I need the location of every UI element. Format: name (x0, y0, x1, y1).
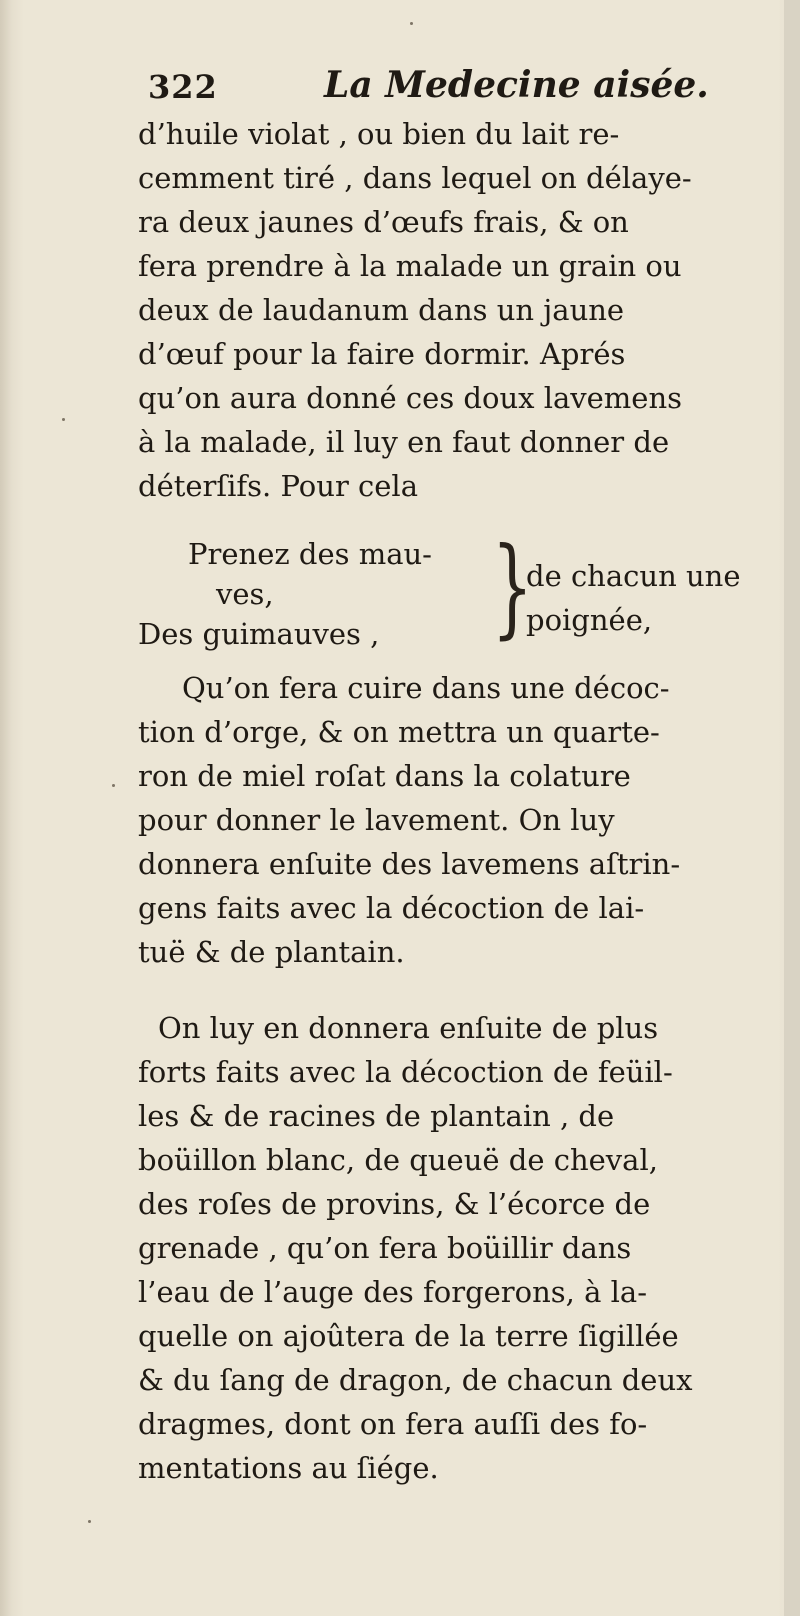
paragraph-three (138, 1006, 778, 1490)
recipe-ingredient-mallow: Prenez des mau- (188, 537, 432, 571)
running-title: La Medecine aisée. (324, 64, 709, 106)
text-line: à la malade, il luy en faut donner de (138, 425, 670, 459)
text-line: fera prendre à la malade un grain ou (138, 249, 682, 283)
paper-speck (112, 784, 115, 787)
dose-line: poignée, (526, 603, 653, 637)
text-line: d’œuf pour la faire dormir. Aprés (138, 337, 626, 371)
curly-brace-icon: } (491, 525, 533, 650)
dose-line: de chacun une (526, 559, 741, 593)
text-line: l’eau de l’auge des forgerons, à la- (138, 1275, 647, 1309)
text-line: tuë & de plantain. (138, 935, 405, 969)
paragraph-one (138, 112, 778, 508)
recipe-ingredient-marshmallow: Des guimauves , (138, 617, 380, 651)
text-line: Qu’on fera cuire dans une décoc- (182, 671, 670, 705)
recipe-block (138, 525, 778, 658)
text-line: & du ſang de dragon, de chacun deux (138, 1363, 693, 1397)
paragraph-two (138, 666, 778, 974)
text-line: cemment tiré , dans lequel on délaye- (138, 161, 692, 195)
text-line: ra deux jaunes d’œufs frais, & on (138, 205, 629, 239)
text-line: deux de laudanum dans un jaune (138, 293, 625, 327)
paper-speck (62, 418, 65, 421)
page-header (148, 62, 709, 114)
text-line: donnera enſuite des lavemens aſtrin- (138, 847, 681, 881)
text-line: quelle on ajoûtera de la terre ſigillée (138, 1319, 679, 1353)
text-line: d’huile violat , ou bien du lait re- (138, 117, 620, 151)
recipe-ingredient-mallow-cont: ves, (216, 577, 274, 611)
text-line: forts faits avec la décoction de feüil- (138, 1055, 673, 1089)
text-line: tion d’orge, & on mettra un quarte- (138, 715, 660, 749)
text-line: gens faits avec la décoction de lai- (138, 891, 645, 925)
text-line: déterſifs. Pour cela (138, 469, 418, 503)
paper-speck (88, 1520, 91, 1523)
text-line: qu’on aura donné ces doux lavemens (138, 381, 683, 415)
text-line: On luy en donnera enſuite de plus (158, 1011, 659, 1045)
paper-speck (410, 22, 413, 25)
text-line: des roſes de provins, & l’écorce de (138, 1187, 651, 1221)
recipe-dose (526, 556, 776, 644)
page-number: 322 (148, 68, 218, 106)
text-line: mentations au ſiége. (138, 1451, 439, 1485)
text-line: grenade , qu’on fera boüillir dans (138, 1231, 632, 1265)
text-line: ron de miel roſat dans la colature (138, 759, 631, 793)
text-line: les & de racines de plantain , de (138, 1099, 615, 1133)
text-line: dragmes, dont on fera auſſi des fo- (138, 1407, 648, 1441)
text-line: pour donner le lavement. On luy (138, 803, 615, 837)
text-line: boüillon blanc, de queuë de cheval, (138, 1143, 658, 1177)
